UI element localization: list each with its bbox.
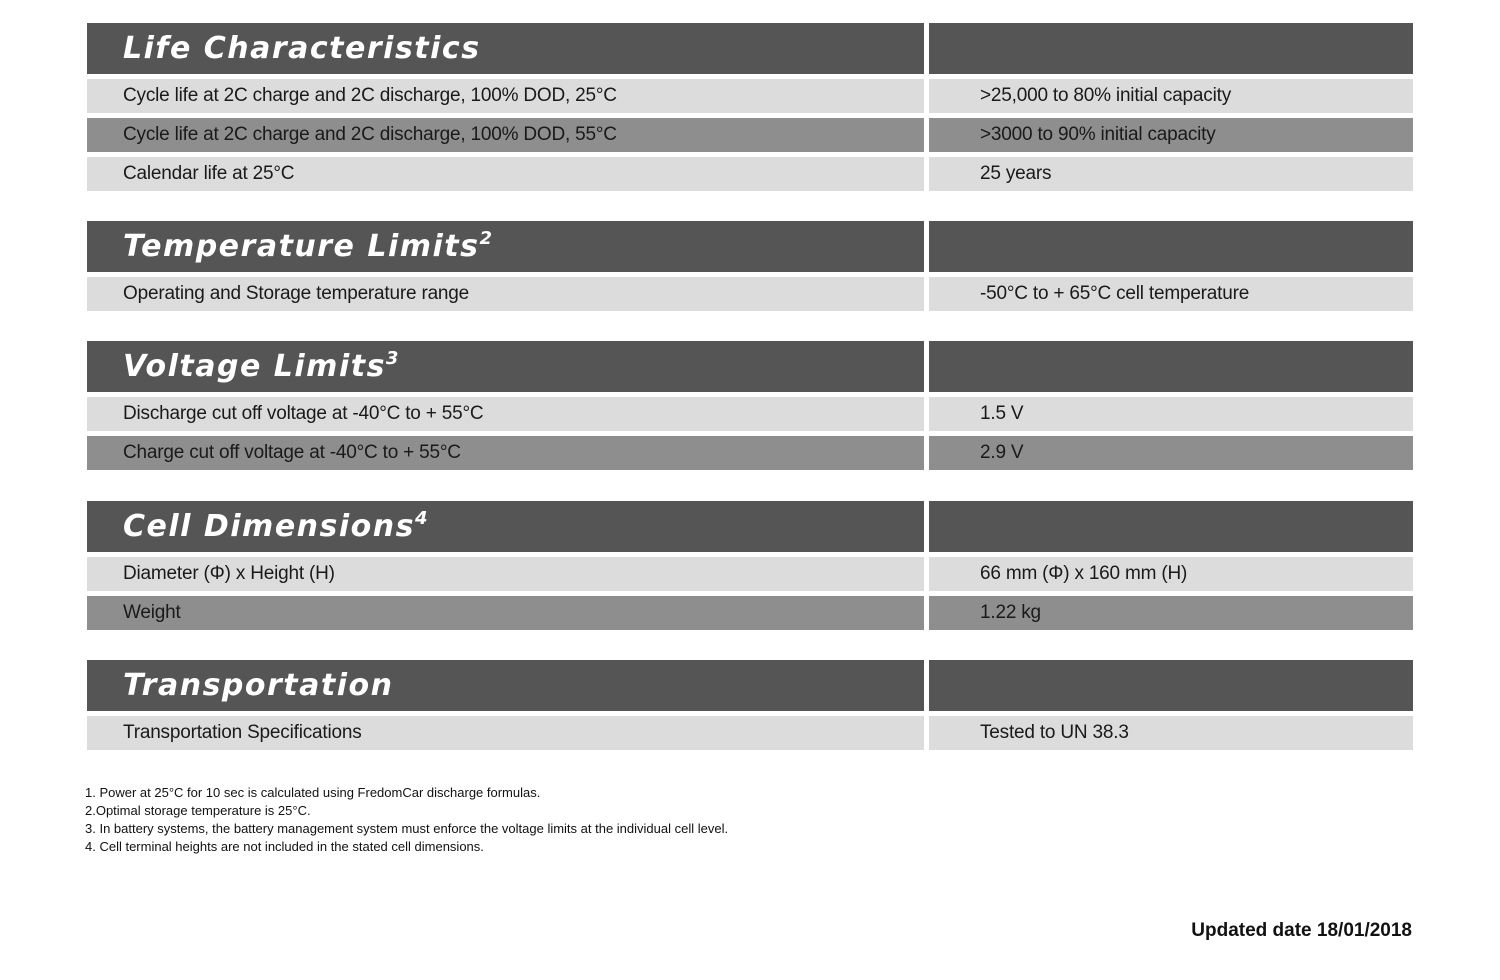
table-row — [87, 436, 1413, 470]
header-value-cell — [929, 660, 1413, 711]
row-value: >25,000 to 80% initial capacity — [980, 85, 1231, 106]
table-row — [87, 596, 1413, 630]
footnote: 4. Cell terminal heights are not included in the stated cell dimensions. — [85, 839, 484, 854]
section-title: Life Characteristics — [123, 31, 481, 66]
row-value-cell — [929, 157, 1413, 191]
row-label: Calendar life at 25°C — [123, 163, 295, 184]
row-value: 2.9 V — [980, 442, 1024, 463]
row-label-cell — [87, 557, 924, 591]
row-value: Tested to UN 38.3 — [980, 722, 1129, 743]
row-label: Cycle life at 2C charge and 2C discharge, 100% DOD, 25°C — [123, 85, 617, 106]
header-title-cell — [87, 341, 924, 392]
row-label-cell — [87, 397, 924, 431]
row-label: Transportation Specifications — [123, 722, 362, 743]
row-value-cell — [929, 277, 1413, 311]
row-label: Charge cut off voltage at -40°C to + 55°C — [123, 442, 461, 463]
footnote: 1. Power at 25°C for 10 sec is calculated using FredomCar discharge formulas. — [85, 785, 541, 800]
header-value-cell — [929, 341, 1413, 392]
row-label: Discharge cut off voltage at -40°C to + 55°C — [123, 403, 484, 424]
header-value-cell — [929, 501, 1413, 552]
section-title: Temperature Limits$^2$ — [123, 228, 494, 264]
row-value-cell — [929, 118, 1413, 152]
row-value-cell — [929, 436, 1413, 470]
row-label-cell — [87, 596, 924, 630]
row-label: Operating and Storage temperature range — [123, 283, 470, 304]
section-title: Voltage Limits$^3$ — [123, 348, 400, 384]
footnote: 2.Optimal storage temperature is 25°C. — [85, 803, 311, 818]
table-row — [87, 157, 1413, 191]
footnotes — [85, 784, 728, 856]
section-header — [87, 501, 1413, 552]
row-label-cell — [87, 79, 924, 113]
table-row — [87, 716, 1413, 750]
section-header — [87, 23, 1413, 74]
header-title-cell — [87, 501, 924, 552]
row-value: -50°C to + 65°C cell temperature — [980, 283, 1250, 304]
section-header — [87, 221, 1413, 272]
header-value-cell — [929, 221, 1413, 272]
row-value: 25 years — [980, 163, 1052, 184]
row-label-cell — [87, 118, 924, 152]
row-label: Cycle life at 2C charge and 2C discharge, 100% DOD, 55°C — [123, 124, 617, 145]
row-value-cell — [929, 79, 1413, 113]
table-row — [87, 118, 1413, 152]
section-voltage-limits — [87, 341, 1413, 470]
section-header — [87, 660, 1413, 711]
header-title-cell — [87, 221, 924, 272]
row-label-cell — [87, 277, 924, 311]
row-value-cell — [929, 397, 1413, 431]
row-label: Weight — [123, 602, 181, 623]
row-value: >3000 to 90% initial capacity — [980, 124, 1216, 145]
table-row — [87, 277, 1413, 311]
row-label-cell — [87, 436, 924, 470]
footnote: 3. In battery systems, the battery management system must enforce the voltage limits at the individual cell level. — [85, 821, 729, 836]
section-life-characteristics — [87, 23, 1413, 191]
updated-date: Updated date 18/01/2018 — [1191, 920, 1412, 941]
row-value-cell — [929, 596, 1413, 630]
section-title: Cell Dimensions$^4$ — [123, 508, 430, 544]
table-row — [87, 79, 1413, 113]
row-label: Diameter (Φ) x Height (H) — [123, 563, 335, 584]
row-value-cell — [929, 716, 1413, 750]
row-value: 1.22 kg — [980, 602, 1041, 623]
table-row — [87, 397, 1413, 431]
row-value-cell — [929, 557, 1413, 591]
section-header — [87, 341, 1413, 392]
section-title: Transportation — [123, 668, 394, 703]
row-value: 66 mm (Φ) x 160 mm (H) — [980, 563, 1188, 584]
row-label-cell — [87, 157, 924, 191]
row-value: 1.5 V — [980, 403, 1024, 424]
row-label-cell — [87, 716, 924, 750]
section-temperature-limits — [87, 221, 1413, 311]
section-transportation — [87, 660, 1413, 750]
header-value-cell — [929, 23, 1413, 74]
header-title-cell — [87, 23, 924, 74]
header-title-cell — [87, 660, 924, 711]
section-cell-dimensions — [87, 501, 1413, 630]
table-row — [87, 557, 1413, 591]
